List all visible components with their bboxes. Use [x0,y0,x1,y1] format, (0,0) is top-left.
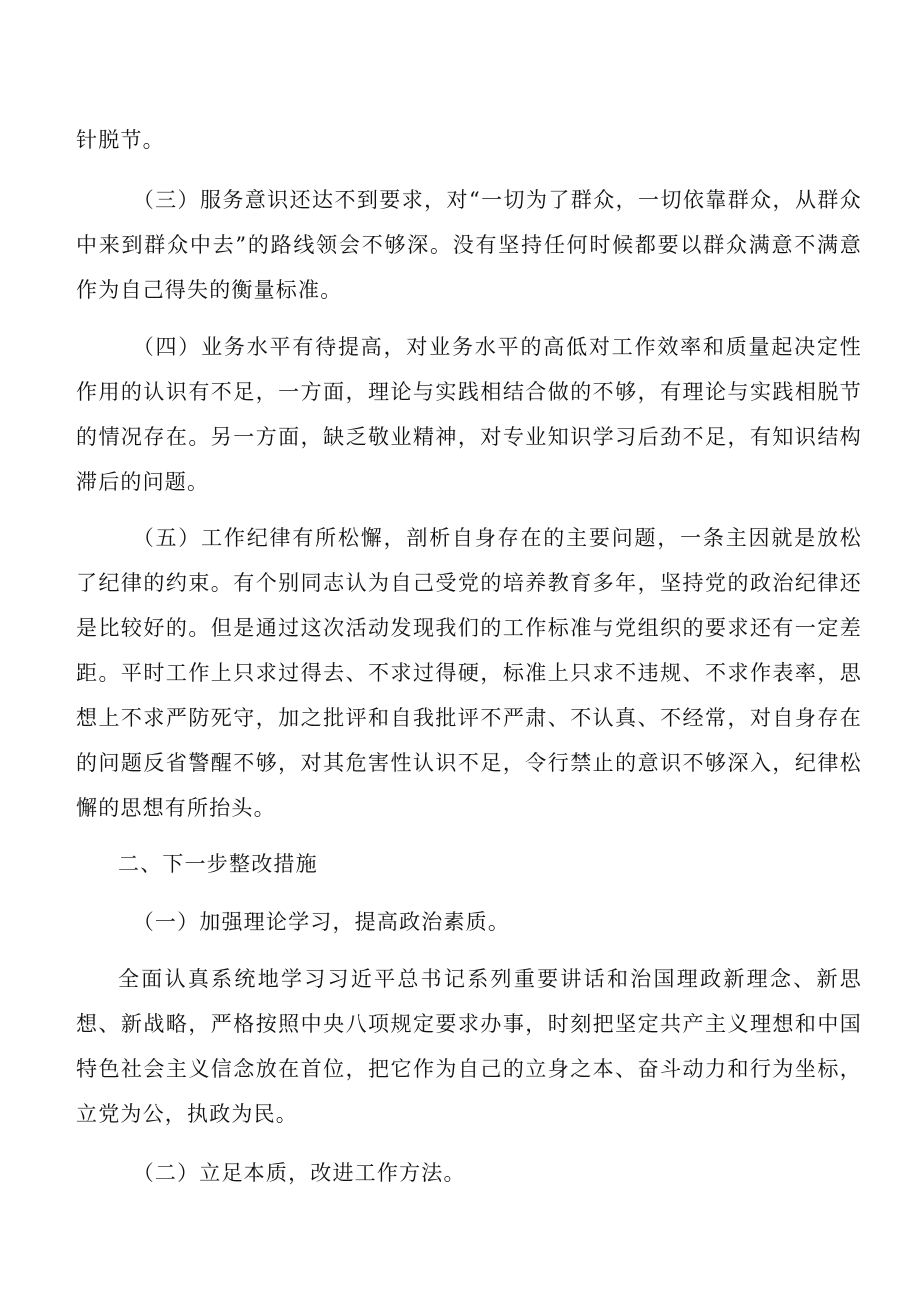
paragraph-body: 全面认真系统地学习习近平总书记系列重要讲话和治国理政新理念、新思想、新战略，严格按照中央八项规定要求办事，时刻把坚定共产主义理想和中国特色社会主义信念放在首位，把它作为自己的立身之本、奋斗动力和行为坐标，立党为公，执政为民。 [76,967,862,1126]
subheading-1: （一）加强理论学习，提高政治素质。 [132,910,511,934]
subheading-2: （二）立足本质，改进工作方法。 [132,1161,466,1185]
paragraph-item-5: （五）工作纪律有所松懈，剖析自身存在的主要问题，一条主因就是放松了纪律的约束。有个别同志认为自己受党的培养教育多年，坚持党的政治纪律还是比较好的。但是通过这次活动发现我们的工作标准与党组织的要求还有一定差距。平时工作上只求过得去、不求过得硬，标准上只求不违规、不求作表率，思想上不求严防死守，加之批评和自我批评不严肃、不认真、不经常，对自身存在的问题反省警醒不够，对其危害性认识不足，令行禁止的意识不够深入，纪律松懈的思想有所抬头。 [76,526,862,820]
paragraph-item-3: （三）服务意识还达不到要求，对“一切为了群众，一切依靠群众，从群众中来到群众中去”的路线领会不够深。没有坚持任何时候都要以群众满意不满意作为自己得失的衡量标准。 [76,188,862,302]
section-heading-2: 二、下一步整改措施 [118,852,318,876]
paragraph-item-4: （四）业务水平有待提高，对业务水平的高低对工作效率和质量起决定性作用的认识有不足，一方面，理论与实践相结合做的不够，有理论与实践相脱节的情况存在。另一方面，缺乏敬业精神，对专业知识学习后劲不足，有知识结构滞后的问题。 [76,335,862,494]
paragraph-continuation: 针脱节。 [76,128,165,152]
